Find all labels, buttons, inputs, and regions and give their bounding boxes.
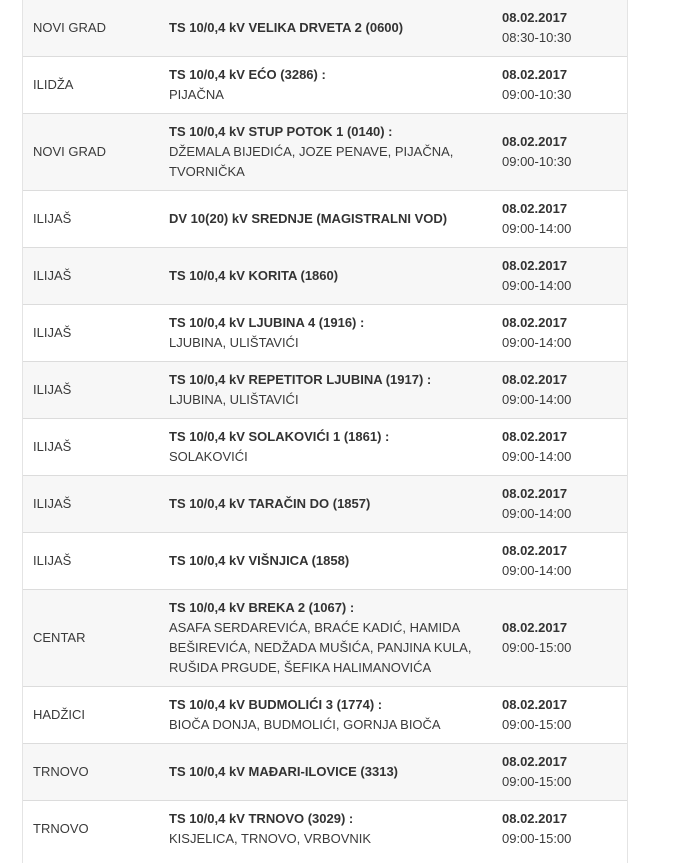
outage-row	[23, 305, 627, 362]
outage-row	[23, 0, 627, 57]
substation-title: TS 10/0,4 kV REPETITOR LJUBINA (1917) :	[169, 372, 432, 387]
affected-streets: LJUBINA, ULIŠTAVIĆI	[169, 335, 299, 350]
location-cell	[161, 191, 494, 248]
location-cell	[161, 57, 494, 114]
outage-date: 08.02.2017	[502, 134, 568, 149]
outage-row	[23, 191, 627, 248]
outage-row	[23, 744, 627, 801]
location-cell	[161, 590, 494, 687]
outage-date: 08.02.2017	[502, 754, 568, 769]
affected-streets: BIOČA DONJA, BUDMOLIĆI, GORNJA BIOČA	[169, 717, 441, 732]
municipality-cell: ILIJAŠ	[23, 533, 161, 590]
municipality-cell: TRNOVO	[23, 801, 161, 858]
outage-row	[23, 57, 627, 114]
date-cell	[494, 801, 627, 858]
date-cell	[494, 476, 627, 533]
outage-time: 09:00-14:00	[502, 392, 572, 407]
outage-date: 08.02.2017	[502, 543, 568, 558]
municipality-cell: CENTAR	[23, 590, 161, 687]
municipality-cell: ILIJAŠ	[23, 362, 161, 419]
outage-time: 09:00-14:00	[502, 221, 572, 236]
date-cell	[494, 114, 627, 191]
outage-time: 09:00-15:00	[502, 717, 572, 732]
substation-title: TS 10/0,4 kV EĆO (3286) :	[169, 67, 326, 82]
substation-title: TS 10/0,4 kV BREKA 2 (1067) :	[169, 600, 355, 615]
location-cell	[161, 0, 494, 57]
location-cell	[161, 419, 494, 476]
outage-date: 08.02.2017	[502, 486, 568, 501]
outage-date: 08.02.2017	[502, 811, 568, 827]
date-cell	[494, 191, 627, 248]
location-cell	[161, 305, 494, 362]
affected-streets: DŽEMALA BIJEDIĆA, JOZE PENAVE, PIJAČNA,	[169, 144, 454, 159]
municipality-cell: TRNOVO	[23, 744, 161, 801]
date-cell	[494, 305, 627, 362]
location-cell	[161, 744, 494, 801]
outage-time: 09:00-14:00	[502, 278, 572, 293]
outage-date: 08.02.2017	[502, 429, 568, 444]
outage-row	[23, 687, 627, 744]
outage-table	[23, 0, 627, 858]
outage-time: 09:00-14:00	[502, 506, 572, 521]
outage-date: 08.02.2017	[502, 201, 568, 216]
outage-time: 09:00-15:00	[502, 831, 572, 847]
outage-time: 08:30-10:30	[502, 30, 572, 45]
outage-time: 09:00-15:00	[502, 774, 572, 789]
outage-date: 08.02.2017	[502, 620, 568, 635]
substation-title: TS 10/0,4 kV STUP POTOK 1 (0140) :	[169, 124, 393, 139]
date-cell	[494, 590, 627, 687]
substation-title: TS 10/0,4 kV KORITA (1860)	[169, 268, 339, 283]
outage-time: 09:00-10:30	[502, 154, 572, 169]
municipality-cell: HADŽICI	[23, 687, 161, 744]
location-cell	[161, 248, 494, 305]
affected-streets: TVORNIČKA	[169, 164, 245, 179]
outage-date: 08.02.2017	[502, 697, 568, 712]
date-cell	[494, 248, 627, 305]
municipality-cell: NOVI GRAD	[23, 114, 161, 191]
outage-time: 09:00-10:30	[502, 87, 572, 102]
date-cell	[494, 419, 627, 476]
substation-title: TS 10/0,4 kV TRNOVO (3029) :	[169, 811, 354, 827]
location-cell	[161, 362, 494, 419]
outage-table-body	[23, 0, 627, 858]
outage-date: 08.02.2017	[502, 258, 568, 273]
substation-title: TS 10/0,4 kV VIŠNJICA (1858)	[169, 553, 350, 568]
outage-row	[23, 590, 627, 687]
date-cell	[494, 533, 627, 590]
municipality-cell: ILIJAŠ	[23, 248, 161, 305]
location-cell	[161, 533, 494, 590]
affected-streets: LJUBINA, ULIŠTAVIĆI	[169, 392, 299, 407]
location-cell	[161, 801, 494, 858]
affected-streets: PIJAČNA	[169, 87, 224, 102]
affected-streets: KISJELICA, TRNOVO, VRBOVNIK	[169, 831, 372, 847]
outage-row	[23, 801, 627, 858]
municipality-cell: ILIJAŠ	[23, 476, 161, 533]
affected-streets: SOLAKOVIĆI	[169, 449, 248, 464]
outage-date: 08.02.2017	[502, 67, 568, 82]
date-cell	[494, 744, 627, 801]
substation-title: TS 10/0,4 kV MAĐARI-ILOVICE (3313)	[169, 764, 399, 779]
substation-title: TS 10/0,4 kV VELIKA DRVETA 2 (0600)	[169, 20, 404, 35]
municipality-cell: ILIDŽA	[23, 57, 161, 114]
outage-row	[23, 533, 627, 590]
outage-row	[23, 114, 627, 191]
outage-date: 08.02.2017	[502, 372, 568, 387]
outage-time: 09:00-14:00	[502, 449, 572, 464]
substation-title: DV 10(20) kV SREDNJE (MAGISTRALNI VOD)	[169, 211, 448, 226]
municipality-cell: NOVI GRAD	[23, 0, 161, 57]
affected-streets: ASAFA SERDAREVIĆA, BRAĆE KADIĆ, HAMIDA	[169, 620, 461, 635]
substation-title: TS 10/0,4 kV LJUBINA 4 (1916) :	[169, 315, 365, 330]
substation-title: TS 10/0,4 kV BUDMOLIĆI 3 (1774) :	[169, 697, 383, 712]
outage-row	[23, 362, 627, 419]
outage-date: 08.02.2017	[502, 315, 568, 330]
municipality-cell: ILIJAŠ	[23, 419, 161, 476]
municipality-cell: ILIJAŠ	[23, 305, 161, 362]
outage-row	[23, 248, 627, 305]
substation-title: TS 10/0,4 kV TARAČIN DO (1857)	[169, 496, 371, 511]
date-cell	[494, 687, 627, 744]
affected-streets: BEŠIREVIĆA, NEDŽADA MUŠIĆA, PANJINA KULA,	[169, 640, 472, 655]
location-cell	[161, 114, 494, 191]
substation-title: TS 10/0,4 kV SOLAKOVIĆI 1 (1861) :	[169, 429, 390, 444]
municipality-cell: ILIJAŠ	[23, 191, 161, 248]
outage-row	[23, 476, 627, 533]
outage-row	[23, 419, 627, 476]
date-cell	[494, 57, 627, 114]
affected-streets: RUŠIDA PRGUDE, ŠEFIKA HALIMANOVIĆA	[169, 660, 432, 675]
outage-table-container	[22, 0, 628, 863]
date-cell	[494, 0, 627, 57]
location-cell	[161, 476, 494, 533]
outage-date: 08.02.2017	[502, 10, 568, 25]
outage-time: 09:00-14:00	[502, 335, 572, 350]
outage-time: 09:00-15:00	[502, 640, 572, 655]
outage-time: 09:00-14:00	[502, 563, 572, 578]
location-cell	[161, 687, 494, 744]
date-cell	[494, 362, 627, 419]
